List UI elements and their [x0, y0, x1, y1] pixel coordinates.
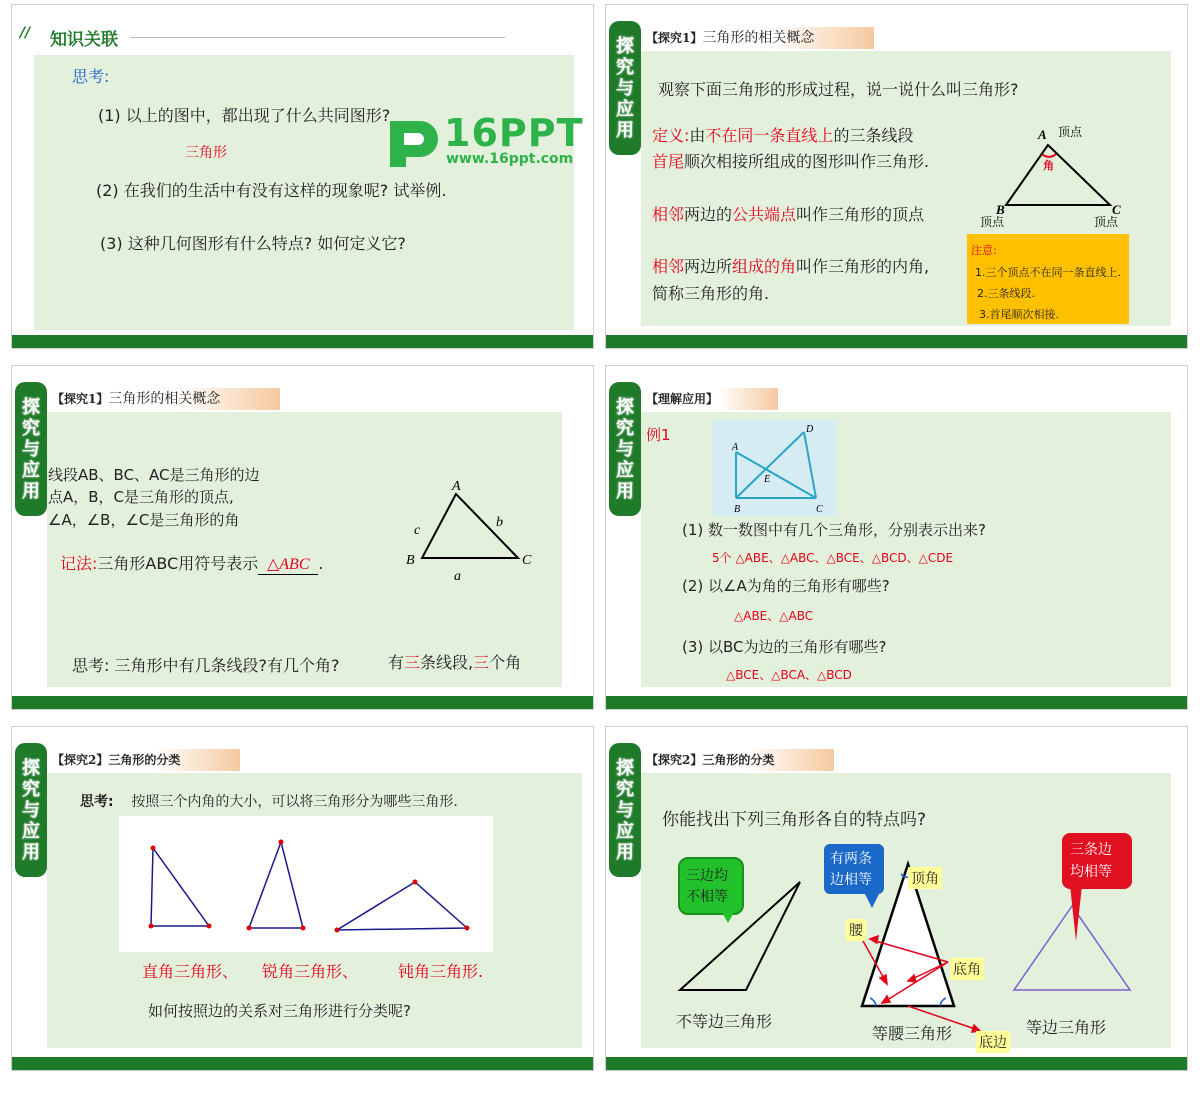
example-figure-box — [712, 420, 836, 516]
think-line: 思考: 按照三个内角的大小，可以将三角形分为哪些三角形. — [80, 794, 458, 810]
think-question: 思考: 三角形中有几条线段?有几个角? — [72, 656, 340, 675]
slide-header: 知识关联 — [50, 30, 118, 50]
svg-text:B: B — [734, 504, 741, 515]
sidebar-label: 探 究 与 应 用 — [15, 743, 47, 877]
svg-text:角: 角 — [1043, 160, 1054, 172]
header-rule — [130, 37, 505, 38]
footer-bar — [606, 696, 1187, 709]
name-scalene: 不等边三角形 — [676, 1012, 773, 1031]
section-tag: 【理解应用】 — [646, 388, 778, 410]
note-title: 注意: — [971, 244, 997, 257]
angle-definition-2: 简称三角形的角. — [652, 284, 770, 303]
watermark-url: www.16ppt.com — [446, 151, 574, 167]
footer-bar — [12, 1057, 593, 1070]
sidebar-label: 探 究 与 应 用 — [609, 21, 641, 155]
question-2: (2) 以∠A为角的三角形有哪些? — [682, 577, 890, 595]
slide-knowledge-link[interactable] — [11, 4, 594, 349]
notation-line: 记法:三角形ABC用符号表示 △ABC . — [60, 554, 324, 573]
triangle-figure — [976, 123, 1136, 233]
bubble-equilateral: 三条边 均相等 — [1062, 833, 1132, 889]
label-apex-angle: 顶角 — [908, 867, 942, 889]
label-leg: 腰 — [846, 919, 866, 941]
definition-line-1: 定义:由不在同一条直线上的三条线段 — [652, 126, 914, 145]
answer-1: 5个 △ABE、△ABC、△BCE、△BCD、△CDE — [712, 551, 954, 565]
svg-text:C: C — [522, 553, 532, 568]
sidebar-label: 探 究 与 应 用 — [609, 743, 641, 877]
footer-bar — [12, 335, 593, 348]
answer-3: △BCE、△BCA、△BCD — [726, 668, 852, 682]
obtuse-triangle — [337, 882, 467, 930]
think-label: 思考: — [72, 67, 110, 86]
label-base-angle: 底角 — [950, 958, 984, 980]
class-obtuse: 钝角三角形. — [398, 962, 484, 981]
svg-text:C: C — [1112, 202, 1121, 217]
section-tag: 【探究1】三角形的相关概念 — [52, 388, 280, 410]
watermark-logo-icon — [384, 115, 446, 169]
class-acute: 锐角三角形、 — [262, 962, 359, 981]
note-item-3: 3.首尾顺次相接. — [979, 308, 1059, 321]
angle-definition-1: 相邻两边所组成的角叫作三角形的内角, — [652, 257, 930, 276]
side-question: 如何按照边的关系对三角形进行分类呢? — [148, 1002, 411, 1020]
question-1: (1) 数一数图中有几个三角形，分别表示出来? — [682, 521, 986, 539]
name-isosceles: 等腰三角形 — [872, 1024, 953, 1043]
svg-text:D: D — [806, 424, 814, 435]
think-answer: 有三条线段,三个角 — [388, 653, 522, 672]
footer-bar — [606, 1057, 1187, 1070]
acute-triangle — [249, 842, 303, 928]
question-3: (3) 以BC为边的三角形有哪些? — [682, 638, 887, 656]
section-tag: 【探究2】三角形的分类 — [52, 749, 240, 771]
note-box — [967, 234, 1129, 324]
svg-text:B: B — [406, 553, 415, 568]
svg-text:顶点: 顶点 — [1058, 125, 1083, 139]
example-figure — [712, 420, 836, 516]
note-item-2: 2.三条线段. — [977, 287, 1035, 300]
svg-text:B: B — [996, 202, 1005, 217]
footer-bar — [12, 696, 593, 709]
sidebar-label: 探 究 与 应 用 — [609, 382, 641, 516]
section-tag: 【探究1】三角形的相关概念 — [646, 27, 874, 49]
svg-text:顶点: 顶点 — [980, 215, 1005, 229]
section-tag: 【探究2】三角形的分类 — [646, 749, 834, 771]
name-equilateral: 等边三角形 — [1026, 1018, 1107, 1037]
triangles-box — [119, 816, 493, 952]
answer-2: △ABE、△ABC — [734, 609, 814, 623]
svg-text:A: A — [1038, 127, 1047, 142]
svg-text:A: A — [452, 479, 461, 494]
question-2: (2) 在我们的生活中有没有这样的现象呢? 试举例. — [96, 181, 447, 200]
slide-concepts-definition[interactable] — [605, 4, 1188, 349]
footer-bar — [606, 335, 1187, 348]
svg-text:a: a — [454, 569, 461, 584]
sides-line: 线段AB、BC、AC是三角形的边 — [48, 466, 260, 484]
slide-example-1[interactable] — [605, 365, 1188, 710]
bubble-isosceles: 有两条 边相等 — [824, 844, 884, 894]
question-1: (1) 以上的图中，都出现了什么共同图形? — [98, 106, 391, 125]
header-mark: // — [20, 25, 31, 41]
slide-classify-by-angle[interactable] — [11, 726, 594, 1071]
vertices-line: 点A，B，C是三角形的顶点, — [48, 488, 234, 506]
lead-question: 观察下面三角形的形成过程，说一说什么叫三角形? — [658, 80, 1019, 99]
label-base: 底边 — [976, 1031, 1010, 1053]
svg-text:A: A — [732, 442, 739, 453]
slide-classify-by-side[interactable] — [605, 726, 1188, 1071]
definition-line-2: 首尾顺次相接所组成的图形叫作三角形. — [652, 152, 930, 171]
class-right: 直角三角形、 — [142, 962, 239, 981]
angle-triangles-figure — [119, 816, 493, 952]
svg-text:c: c — [414, 523, 421, 538]
question-3: (3) 这种几何图形有什么特点? 如何定义它? — [100, 234, 406, 253]
svg-text:b: b — [496, 515, 503, 530]
note-item-1: 1.三个顶点不在同一条直线上. — [975, 266, 1121, 279]
svg-text:E: E — [764, 474, 771, 485]
right-triangle — [151, 848, 209, 926]
lead-question: 你能找出下列三角形各自的特点吗? — [662, 810, 927, 830]
svg-text:顶点: 顶点 — [1094, 215, 1119, 229]
sidebar-label: 探 究 与 应 用 — [15, 382, 47, 516]
svg-text:C: C — [816, 504, 823, 515]
triangle-abc-figure — [402, 478, 552, 588]
vertex-definition: 相邻两边的公共端点叫作三角形的顶点 — [652, 205, 925, 224]
angles-line: ∠A，∠B，∠C是三角形的角 — [48, 511, 240, 529]
watermark — [384, 113, 584, 173]
answer-1: 三角形 — [185, 145, 227, 161]
slide-concepts-notation[interactable] — [11, 365, 594, 710]
bubble-scalene: 三边均 不相等 — [678, 857, 744, 915]
watermark-logo-text: 16PPT — [444, 111, 584, 155]
example-label: 例1 — [646, 426, 671, 444]
